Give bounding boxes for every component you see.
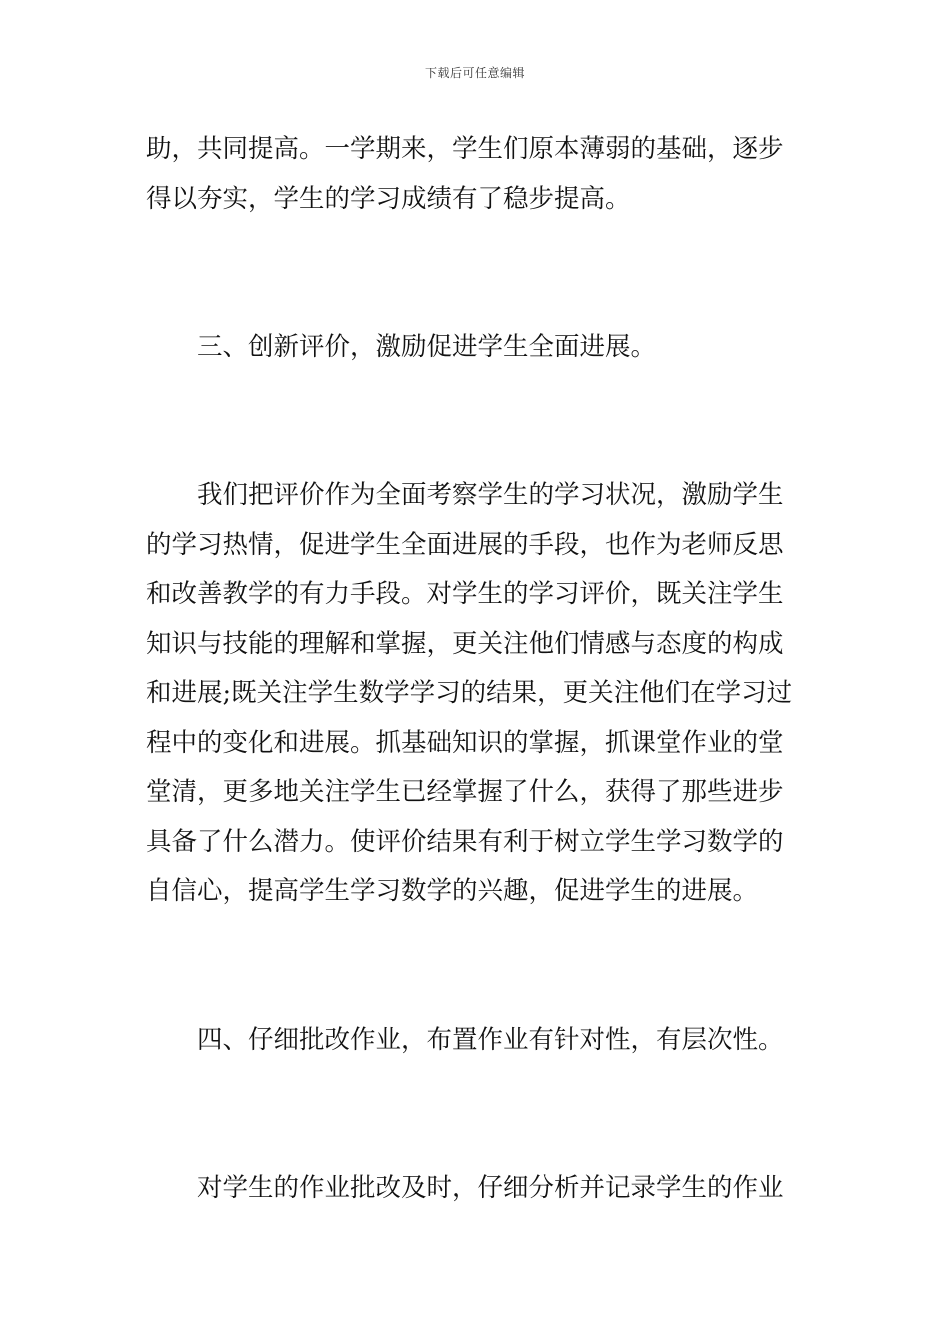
paragraph-line: 堂清，更多地关注学生已经掌握了什么，获得了那些进步: [146, 777, 784, 807]
paragraph-line: 我们把评价作为全面考察学生的学习状况，激励学生: [197, 480, 784, 510]
section-heading-3: [146, 323, 811, 373]
paragraph-line: 和改善教学的有力手段。对学生的学习评价，既关注学生: [146, 579, 784, 609]
paragraph-line: 自信心，提高学生学习数学的兴趣，促进学生的进展。: [146, 876, 759, 906]
paragraph-evaluation: [146, 471, 811, 917]
paragraph-line: 和进展;既关注学生数学学习的结果，更关注他们在学习过: [146, 678, 793, 708]
paragraph-continuation: [146, 125, 811, 224]
paragraph-line: 具备了什么潜力。使评价结果有利于树立学生学习数学的: [146, 826, 784, 857]
section-heading-4: [146, 1016, 811, 1066]
paragraph-line: 的学习热情，促进学生全面进展的手段，也作为老师反思: [146, 529, 784, 560]
paragraph-line: 对学生的作业批改及时，仔细分析并记录学生的作业: [197, 1173, 784, 1203]
paragraph-line: 程中的变化和进展。抓基础知识的掌握，抓课堂作业的堂: [146, 727, 784, 758]
paragraph-line: 助，共同提高。一学期来，学生们原本薄弱的基础，逐步: [146, 134, 784, 164]
heading-text: 三、创新评价，激励促进学生全面进展。: [197, 332, 657, 362]
header-note: 下载后可任意编辑: [424, 66, 525, 80]
heading-text: 四、仔细批改作业，布置作业有针对性，有层次性。: [197, 1025, 784, 1055]
paragraph-homework: [146, 1164, 811, 1214]
paragraph-line: 知识与技能的理解和掌握，更关注他们情感与态度的构成: [146, 628, 784, 659]
paragraph-line: 得以夯实，学生的学习成绩有了稳步提高。: [146, 183, 631, 214]
